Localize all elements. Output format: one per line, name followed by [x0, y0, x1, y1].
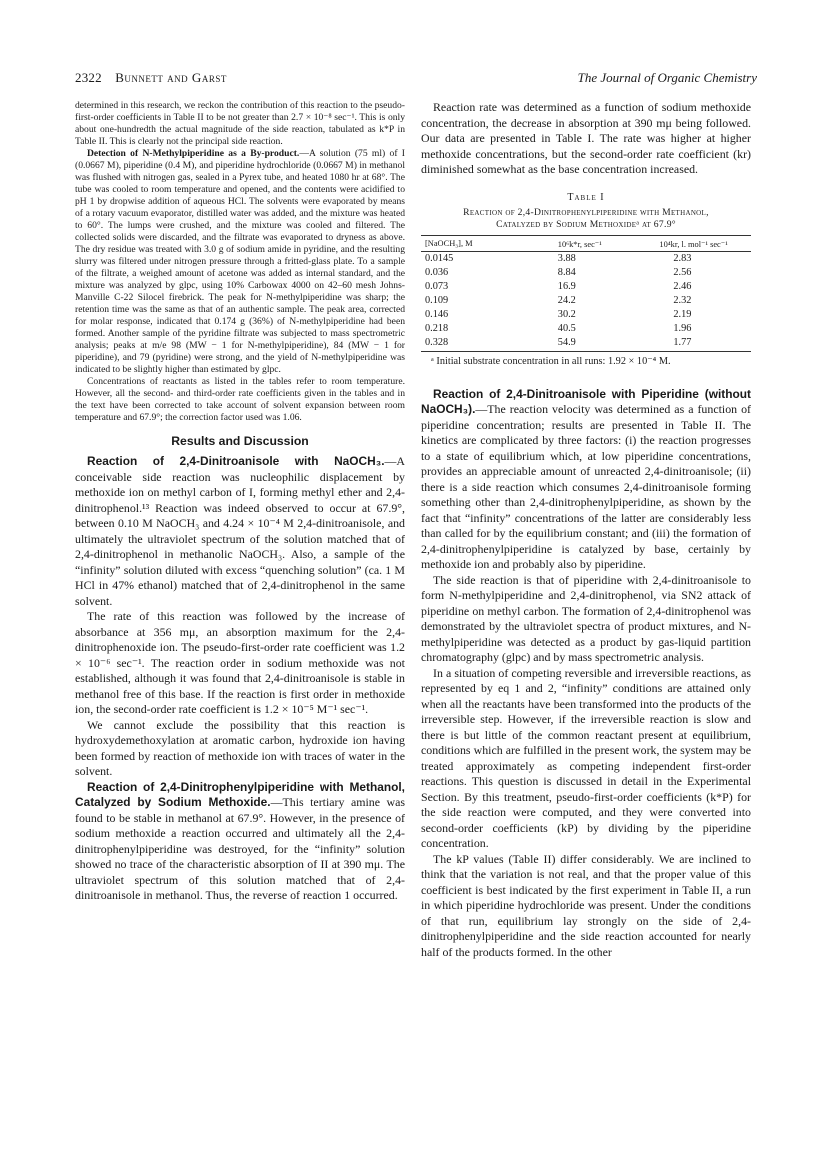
table-cell: 2.56 — [673, 266, 692, 278]
paragraph-body: —This tertiary amine was found to be stable in methanol at 67.9°. However, in the presence of sodium methoxide a reaction occurred and ultimately all the 2,4-dinitrophenylpiperidine was destroyed, for the “infinity” solution showed no trace of the characteristic absorption of II at 390 mμ. The ultraviolet spectrum of this solution matched that of 2,4-dinitroanisole in methanol. Thus, the reverse of reaction 1 occurred. — [75, 795, 406, 902]
table-row — [421, 322, 751, 336]
table-cell: 2.83 — [673, 252, 692, 264]
authors: Bunnett and Garst — [115, 70, 227, 85]
table-cell: 0.328 — [421, 336, 540, 352]
paragraph-heading: Reaction of 2,4-Dinitroanisole with Piperidine (without NaOCH₃). — [421, 386, 751, 416]
table-cell: 0.146 — [425, 308, 449, 320]
table-row — [421, 266, 751, 280]
table-cell: 54.9 — [540, 336, 646, 352]
paragraph — [421, 387, 751, 573]
table-cell: 30.2 — [557, 308, 576, 320]
table-caption-line: Catalyzed by Sodium Methoxideᵃ at 67.9° — [496, 218, 676, 230]
column-header: [NaOCH₃], M — [421, 235, 540, 251]
table-label: Table I — [567, 191, 605, 203]
paragraph: In a situation of competing reversible and irreversible reactions, as represented by eq 1 and 2, “infinity” conditions are attained only when all the reactants have been transformed into the products of the irreversible step. However, if the irreversible reaction is slow and there is but little of the common reactant present at equilibrium, conditions which are fulfilled in the present work, the system may be treated approximately as competing independent first-order reactions. This question is discussed in detail in the Experimental Section. By this treatment, pseudo-first-order coefficients (k*P) for the side reaction were computed, and they were converted into second-order coefficients (kP) by dividing by the piperidine concentration. — [421, 665, 751, 850]
paragraph: Concentrations of reactants as listed in the tables refer to room temperature. However, all the second- and third-order rate coefficients given in the tables and in the text have been corrected to take account of solvent expansion between room temperature and 67.9°; the correction factor used was 1.06. — [75, 376, 405, 423]
table-cell: 2.19 — [673, 308, 692, 320]
table-cell: 0.109 — [425, 294, 449, 306]
table-cell: 2.46 — [673, 280, 692, 292]
table-footnote: ᵃ Initial substrate concentration in all runs: 1.92 × 10⁻⁴ M. — [431, 355, 671, 367]
section-title: Results and Discussion — [171, 434, 309, 448]
paragraph — [75, 454, 405, 609]
column-header: 10⁶k*r, sec⁻¹ — [540, 235, 646, 251]
table-row — [421, 280, 751, 294]
paragraph: The kP values (Table II) differ considerably. We are inclined to think that the variation is not real, and that the proper value of this coefficient is best indicated by the first experiment in Table II, a run in which piperidine hydrochloride was present. Under the conditions of that run, equilibrium lay strongly on the side of 2,4-dinitrophenylpiperidine and the side reaction accounted for nearly half of the products formed. In the other — [421, 851, 751, 959]
table-cell: 16.9 — [557, 280, 576, 292]
paragraph-body: —A solution (75 ml) of I (0.0667 M), piperidine (0.4 M), and piperidine hydrochloride (0.0667 M) in methanol was flushed with nitrogen gas, sealed in a Pyrex tube, and heated 1080 hr at 68°. The tube was cooled to room temperature and opened, and the contents were acidified to pH 1 by dropwise addition of aqueous HCl. The solvents were evaporated by means of a rotary vacuum evaporator, distilled water was added, and the mixture was heated to 60°. The lumps were crushed, and the mixture was cooled and filtered. The collected solids were discarded, and the filtrate was evaporated to dryness as above. The dry residue was treated with 3.0 g of sodium amide in pyridine, and the resulting slurry was filtered under nitrogen pressure through a fritted-glass plate. To a sample of the filtrate, a weighed amount of acetone was added as internal standard, and the mixture was analyzed by glpc, using 10% Carbowax 4000 on 42–60 mesh Johns-Manville C-22 Silocel firebrick. The peak for N-methylpiperidine was sharp; the retention time was the same as that of an authentic sample. The peak area, corrected for molar response, indicated that 0.174 g (36%) of N-methylpiperidine had been formed. Another sample of the pyridine filtrate was subjected to mass spectrometric analysis; peaks at m/e 98 (MW − 1 for N-methylpiperidine), 84 (MW − 1 for piperidine), and 79 (pyridine) were strong, and the yield of N-methylpiperidine was indicated to be slightly higher than estimated by glpc. — [75, 148, 406, 375]
running-header-left — [75, 70, 227, 86]
paragraph: The side reaction is that of piperidine with 2,4-dinitroanisole to form N-methylpiperidine and 2,4-dinitrophenol, via SN2 attack of piperidine on methyl carbon. The formation of 2,4-dinitrophenol was demonstrated by the ultraviolet spectra of product mixtures, and N-methylpiperidine was detected as a product by gas-liquid partition chromatography (glpc) and by mass spectrometric analysis. — [421, 572, 751, 664]
table-cell: 1.77 — [645, 336, 751, 352]
right-column — [421, 100, 751, 960]
table-row — [421, 294, 751, 308]
paragraph: Reaction rate was determined as a function of sodium methoxide concentration, the decrease in absorption at 390 mμ being followed. Our data are presented in Table I. The rate was higher at higher methoxide concentrations, but the second-order rate coefficient (kr) diminished somewhat as the base concentration increased. — [421, 100, 751, 176]
paragraph: We cannot exclude the possibility that this reaction is hydroxydemethoxylation at aromatic carbon, hydroxide ion having been formed by reaction of methoxide ion with traces of water in the solvent. — [75, 717, 405, 778]
table-cell: 0.073 — [425, 280, 449, 292]
column-header: 10⁴kr, l. mol⁻¹ sec⁻¹ — [645, 235, 751, 251]
paragraph: determined in this research, we reckon the contribution of this reaction to the pseudo-first-order coefficients in Table II to be not greater than 2.7 × 10⁻⁸ sec⁻¹. This is only about one-hundredth the actual magnitude of the side reaction, tabulated as k*P in Table II. This is clearly not the principal side reaction. — [75, 100, 405, 147]
table-cell: 0.0145 — [425, 252, 454, 264]
paragraph-heading: Reaction of 2,4-Dinitrophenylpiperidine with Methanol, Catalyzed by Sodium Methoxide. — [75, 779, 405, 809]
table-caption — [421, 207, 751, 231]
paragraph-body: —A conceivable side reaction was nucleophilic displacement by methoxide ion on methyl carbon of I, forming methyl ether and 2,4-dinitrophenol.¹³ Reaction was indeed observed to occur at 67.9°, between 0.10 M NaOCH₃ and 4.24 × 10⁻⁴ M 2,4-dinitroanisole, and ultimately the ultraviolet spectrum of the solution matched that of 2,4-dinitrophenol in methanolic NaOCH₃. Also, a sample of the “infinity” solution diluted with excess “quenching solution” (ca. 1 M HCl in 47% ethanol) matched that of 2,4-dinitrophenol in the same solvent. — [75, 454, 405, 608]
paragraph-body: —The reaction velocity was determined as a function of piperidine concentration; results are presented in Table II. The kinetics are complicated by three factors: (i) the reaction progresses to a state of equilibrium which, at low piperidine concentrations, provides an appreciable amount of unreacted 2,4-dinitroanisole; (ii) there is a side reaction which consumes 2,4-dinitroanisole forming something other than 2,4-dinitrophenylpiperidine, as shown by the fact that “infinity” concentrations of the latter are considerably less than called for by the equilibrium constant; and (iii) the formation of 2,4-dinitrophenylpiperidine is catalyzed by base, certainly by methoxide ion and probably also by piperidine. — [421, 402, 751, 571]
table-row — [421, 251, 751, 266]
data-table — [421, 235, 751, 352]
table-cell: 0.036 — [425, 266, 449, 278]
journal-title: The Journal of Organic Chemistry — [577, 70, 757, 85]
table-header-row — [421, 235, 751, 251]
table-cell: 40.5 — [557, 322, 576, 334]
paragraph: The rate of this reaction was followed by the increase of absorbance at 356 mμ, an absorption maximum for the 2,4-dinitrophenoxide ion. The pseudo-first-order rate coefficient was 1.2 × 10⁻⁶ sec⁻¹. The reaction order in sodium methoxide was not established, although it was found that 2,4-dinitroanisole is stable in methanol free of this base. If the reaction is first order in methoxide ion, the second-order rate coefficient is 1.2 × 10⁻⁵ M⁻¹ sec⁻¹. — [75, 609, 405, 716]
table-row — [421, 336, 751, 352]
table-cell: 1.96 — [673, 322, 692, 334]
page-number: 2322 — [75, 70, 102, 85]
table-cell: 2.32 — [673, 294, 692, 306]
paragraph-heading: Reaction of 2,4-Dinitroanisole with NaOCH₃. — [87, 454, 385, 468]
table-caption-line: Reaction of 2,4-Dinitrophenylpiperidine with Methanol, — [463, 206, 709, 218]
table-cell: 3.88 — [557, 252, 576, 264]
table-cell: 0.218 — [425, 322, 449, 334]
spacer — [421, 367, 751, 387]
paragraph — [75, 148, 405, 376]
table-cell: 24.2 — [557, 294, 576, 306]
table-cell: 8.84 — [557, 266, 576, 278]
left-column — [75, 100, 405, 904]
paragraph-heading: Detection of N-Methylpiperidine as a By-product. — [87, 148, 300, 159]
table-row — [421, 308, 751, 322]
paragraph — [75, 780, 405, 904]
